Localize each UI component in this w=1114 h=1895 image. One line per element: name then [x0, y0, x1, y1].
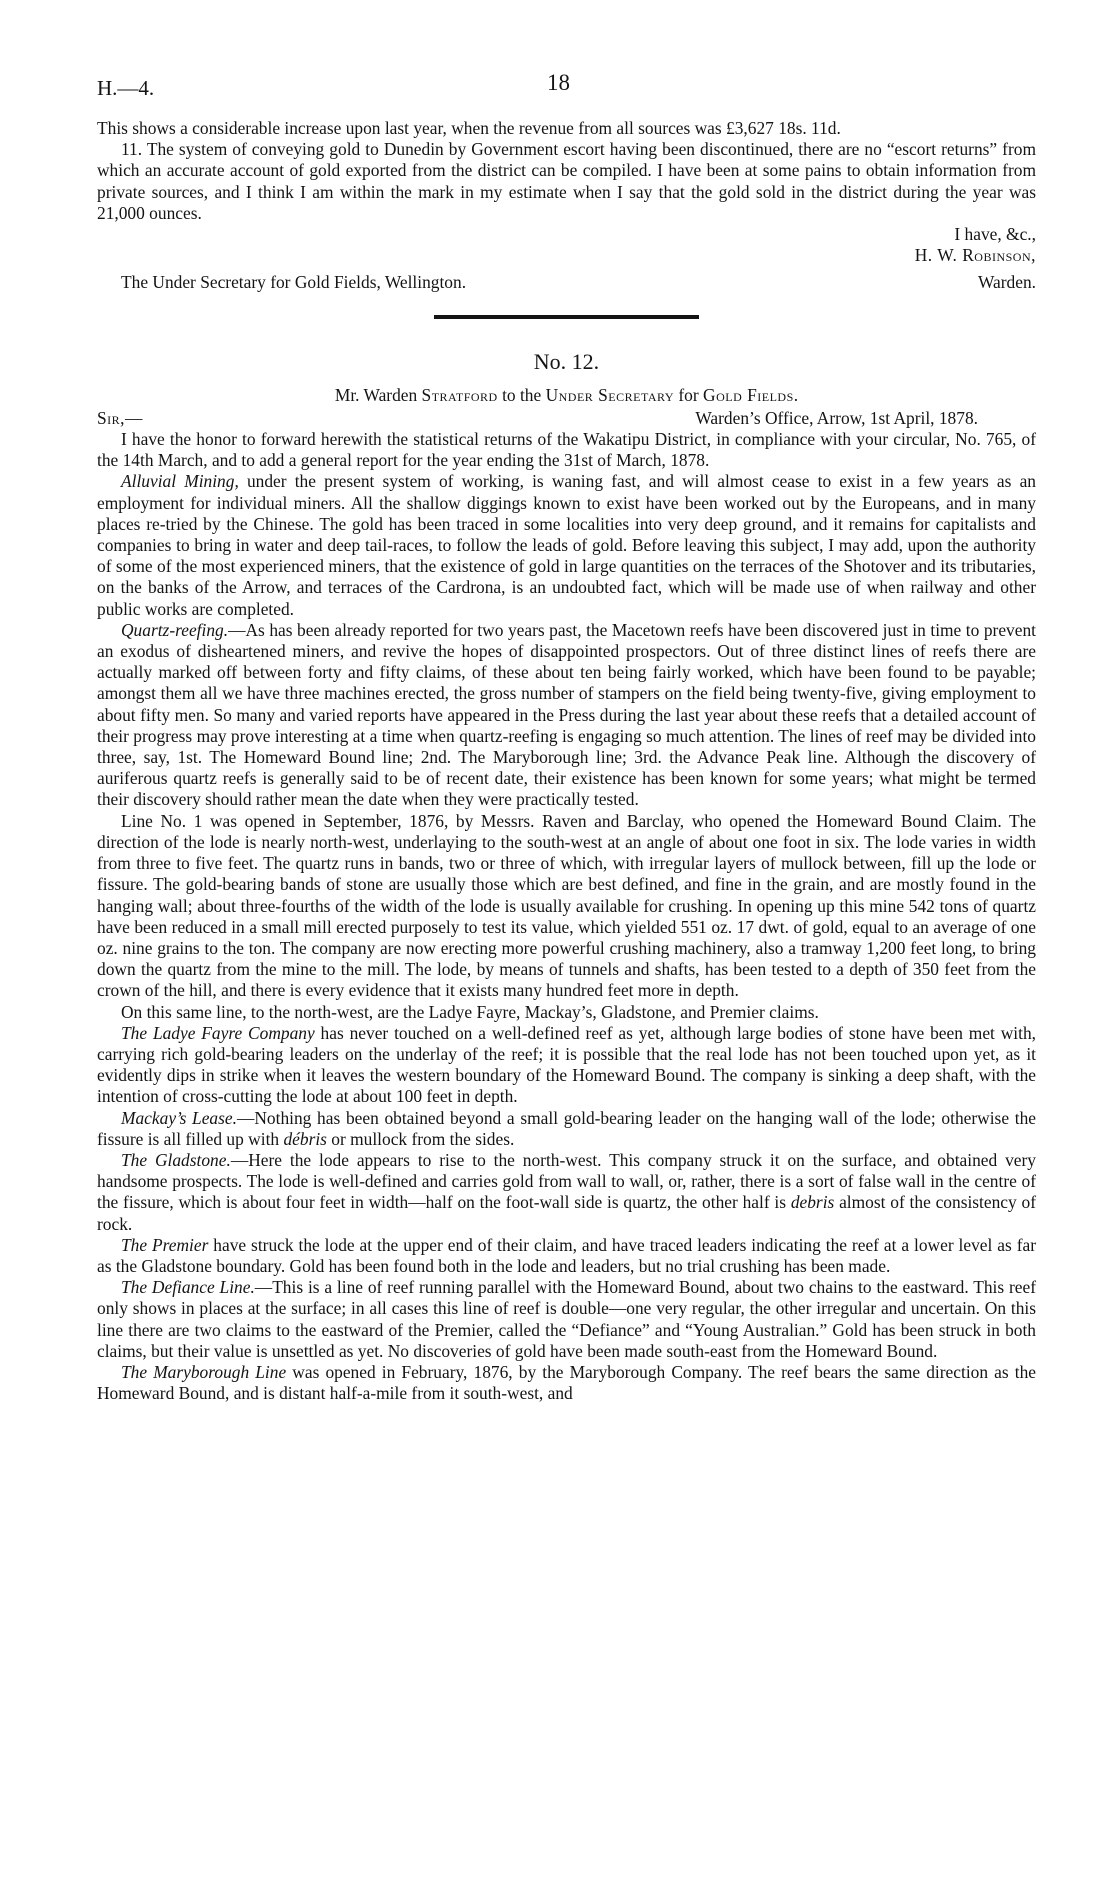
- maryborough-paragraph: [97, 1362, 1036, 1404]
- salutation-row: [97, 408, 1036, 429]
- page-header: [97, 70, 1036, 118]
- signature: H. W. Robinson,: [914, 245, 1036, 266]
- gladstone-debris: debris: [790, 1192, 835, 1213]
- same-line-paragraph: On this same line, to the north-west, are the Ladye Fayre, Mackay’s, Gladstone, and Premier claims.: [121, 1001, 819, 1022]
- section-divider: [434, 315, 699, 319]
- opening-paragraph: I have the honor to forward herewith the statistical returns of the Wakatipu District, in compliance with your circular, No. 765, of the 14th March, and to add a general report for the year ending the 31st of March, 1878.: [97, 429, 1036, 471]
- maryborough-body: was opened in February, 1876, by the Maryborough Company. The reef bears the same direction as the Homeward Bound, and is distant half-a-mile from it south-west, and: [97, 1361, 1036, 1404]
- intro-paragraph-escort: 11. The system of conveying gold to Dunedin by Government escort having been discontinued, there are no “escort returns” from which an accurate account of gold exported from the district can be compiled. I have been at some pains to obtain information from private sources, and I think I am within the mark in my estimate when I say that the gold sold in the district during the year was 21,000 ounces.: [97, 139, 1036, 223]
- salutation: Sir,—: [97, 407, 143, 428]
- ladye-heading: The Ladye Fayre Company: [121, 1022, 315, 1043]
- gladstone-body-b: almost of the consistency of rock.: [97, 1192, 1036, 1234]
- gladstone-heading: The Gladstone.: [121, 1149, 231, 1170]
- defiance-paragraph: [97, 1277, 1036, 1362]
- route-for-text: for: [674, 384, 704, 405]
- route-end: .: [793, 384, 799, 405]
- quartz-body: —As has been already reported for two years past, the Macetown reefs have been discovered just in time to prevent an exodus of disheartened miners, and revive the hopes of disappointed prospectors. Out of three distinct lines of reefs there are actually marked off between forty and fifty claims, of these about ten being fairly worked, which have been found to be payable; amongst them all we have three machines erected, the gross number of stampers on the field being twenty-five, giving employment to about fifty men. So many and varied reports have appeared in the Press during the last year about these reefs that a detailed account of their progress may prove interesting at a time when quartz-reefing is engaging so much attention. The lines of reef may be divided into three, say, 1st. The Homeward Bound line; 2nd. The Maryborough line; 3rd. the Advance Peak line. Although the discovery of auriferous quartz reefs is generally said to be of recent date, their existence has been known for some years; what might be termed their discovery should rather mean the date when they were practically tested.: [97, 619, 1036, 810]
- addressee-row: [97, 272, 1036, 293]
- intro-paragraph-revenue: This shows a considerable increase upon last year, when the revenue from all sources was £3,627 18s. 11d.: [97, 118, 841, 138]
- route-from-name: Stratford: [421, 384, 498, 405]
- route-to-prefix: to the: [497, 384, 546, 405]
- route-to-name: Under Secretary: [545, 384, 675, 405]
- alluvial-heading: Alluvial Mining,: [121, 471, 239, 492]
- mackay-debris: débris: [283, 1128, 327, 1149]
- closing-line: [97, 224, 1036, 245]
- route-for-name: Gold Fields: [703, 384, 794, 405]
- page-number: 18: [547, 70, 570, 95]
- series-reference: H.—4.: [97, 76, 155, 100]
- quartz-reefing-paragraph: [97, 620, 1036, 811]
- premier-body: have struck the lode at the upper end of their claim, and have traced leaders indicating the reef at a lower level as far as the Gladstone boundary. Gold has been found both in the lode and leaders, but no trial crushing has been made.: [97, 1234, 1036, 1276]
- signer-title: Warden.: [978, 272, 1036, 293]
- alluvial-mining-paragraph: [97, 471, 1036, 619]
- addressee: The Under Secretary for Gold Fields, Wellington.: [121, 272, 467, 293]
- defiance-body: —This is a line of reef running parallel with the Homeward Bound, about two chains to the eastward. This reef only shows in places at the surface; in all cases this line of reef is double—one very regular, the other irregular and uncertain. On this line there are two claims to the eastward of the Premier, called the “Defiance” and “Young Australian.” Gold has been struck in both claims, but their value is unsettled as yet. No discoveries of gold have been made south-east from the Homeward Bound.: [97, 1277, 1036, 1361]
- signature-line: [97, 245, 1036, 266]
- mackay-body-a: —Nothing has been obtained beyond a small gold-bearing leader on the hanging wall of the lode; otherwise the fissure is all filled up with: [97, 1107, 1036, 1149]
- route-from-prefix: Mr. Warden: [334, 384, 422, 405]
- mackay-body-b: or mullock from the sides.: [326, 1128, 515, 1149]
- place-date: Warden’s Office, Arrow, 1st April, 1878.: [695, 407, 978, 428]
- ladye-body: has never touched on a well-defined reef as yet, although large bodies of stone have been met with, carrying rich gold-bearing leaders on the underlay of the reef; it is possible that the real lode has not been touched upon yet, as it evidently dips in strike when it leaves the western boundary of the Homeward Bound. The company is sinking a deep shaft, with the intention of cross-cutting the lode at about 100 feet in depth.: [97, 1022, 1036, 1107]
- gladstone-body-a: —Here the lode appears to rise to the north-west. This company struck it on the surface, and obtained very handsome prospects. The lode is well-defined and carries gold from wall to wall, or, rather, there is a sort of false wall in the centre of the fissure, which is about four feet in width—half on the foot-wall side is quartz, the other half is: [97, 1149, 1036, 1213]
- gladstone-paragraph: [97, 1150, 1036, 1235]
- defiance-heading: The Defiance Line.: [121, 1277, 255, 1298]
- line-one-paragraph: Line No. 1 was opened in September, 1876, by Messrs. Raven and Barclay, who opened the Homeward Bound Claim. The direction of the lode is nearly north-west, underlaying to the south-west at an angle of about one foot in six. The lode varies in width from three to five feet. The quartz runs in bands, two or three of which, with irregular layers of mullock between, fill up the lode or fissure. The gold-bearing bands of stone are usually those which are best defined, and fine in the grain, and are mostly found in the hanging wall; about three-fourths of the width of the lode is usually available for crushing. In opening up this mine 542 tons of quartz have been reduced in a small mill erected purposely to test its value, which yielded 551 oz. 17 dwt. of gold, equal to an average of one oz. nine grains to the ton. The company are now erecting more powerful crushing machinery, also a tramway 1,200 feet long, to bring down the quartz from the mine to the mill. The lode, by means of tunnels and shafts, has been tested to a depth of 350 feet from the crown of the hill, and there is every evidence that it exists many hundred feet more in depth.: [97, 810, 1036, 1001]
- alluvial-body: under the present system of working, is waning fast, and will almost cease to exist in a few years as an employment for individual miners. All the shallow diggings known to exist have been worked out by the Europeans, and in many places re-tried by the Chinese. The gold has been traced in some localities into very deep ground, and it remains for capitalists and companies to bring in water and deep tail-races, to follow the leads of gold. Before leaving this subject, I may add, upon the authority of some of the most experienced miners, that the existence of gold in large quantities on the terraces of the Shotover and its tributaries, on the banks of the Arrow, and terraces of the Cardrona, is an undoubted fact, which will be made use of when railway and other public works are completed.: [97, 471, 1036, 619]
- letter-number: No. 12.: [533, 348, 600, 374]
- mackay-paragraph: [97, 1108, 1036, 1150]
- premier-paragraph: [97, 1235, 1036, 1277]
- maryborough-heading: The Maryborough Line: [121, 1361, 287, 1382]
- premier-heading: The Premier: [121, 1234, 209, 1255]
- ladye-fayre-paragraph: [97, 1023, 1036, 1108]
- quartz-heading: Quartz-reefing.: [121, 619, 229, 640]
- mackay-heading: Mackay’s Lease.: [121, 1107, 237, 1128]
- closing-phrase: I have, &c.,: [954, 224, 1036, 245]
- letter-route: [97, 385, 1036, 406]
